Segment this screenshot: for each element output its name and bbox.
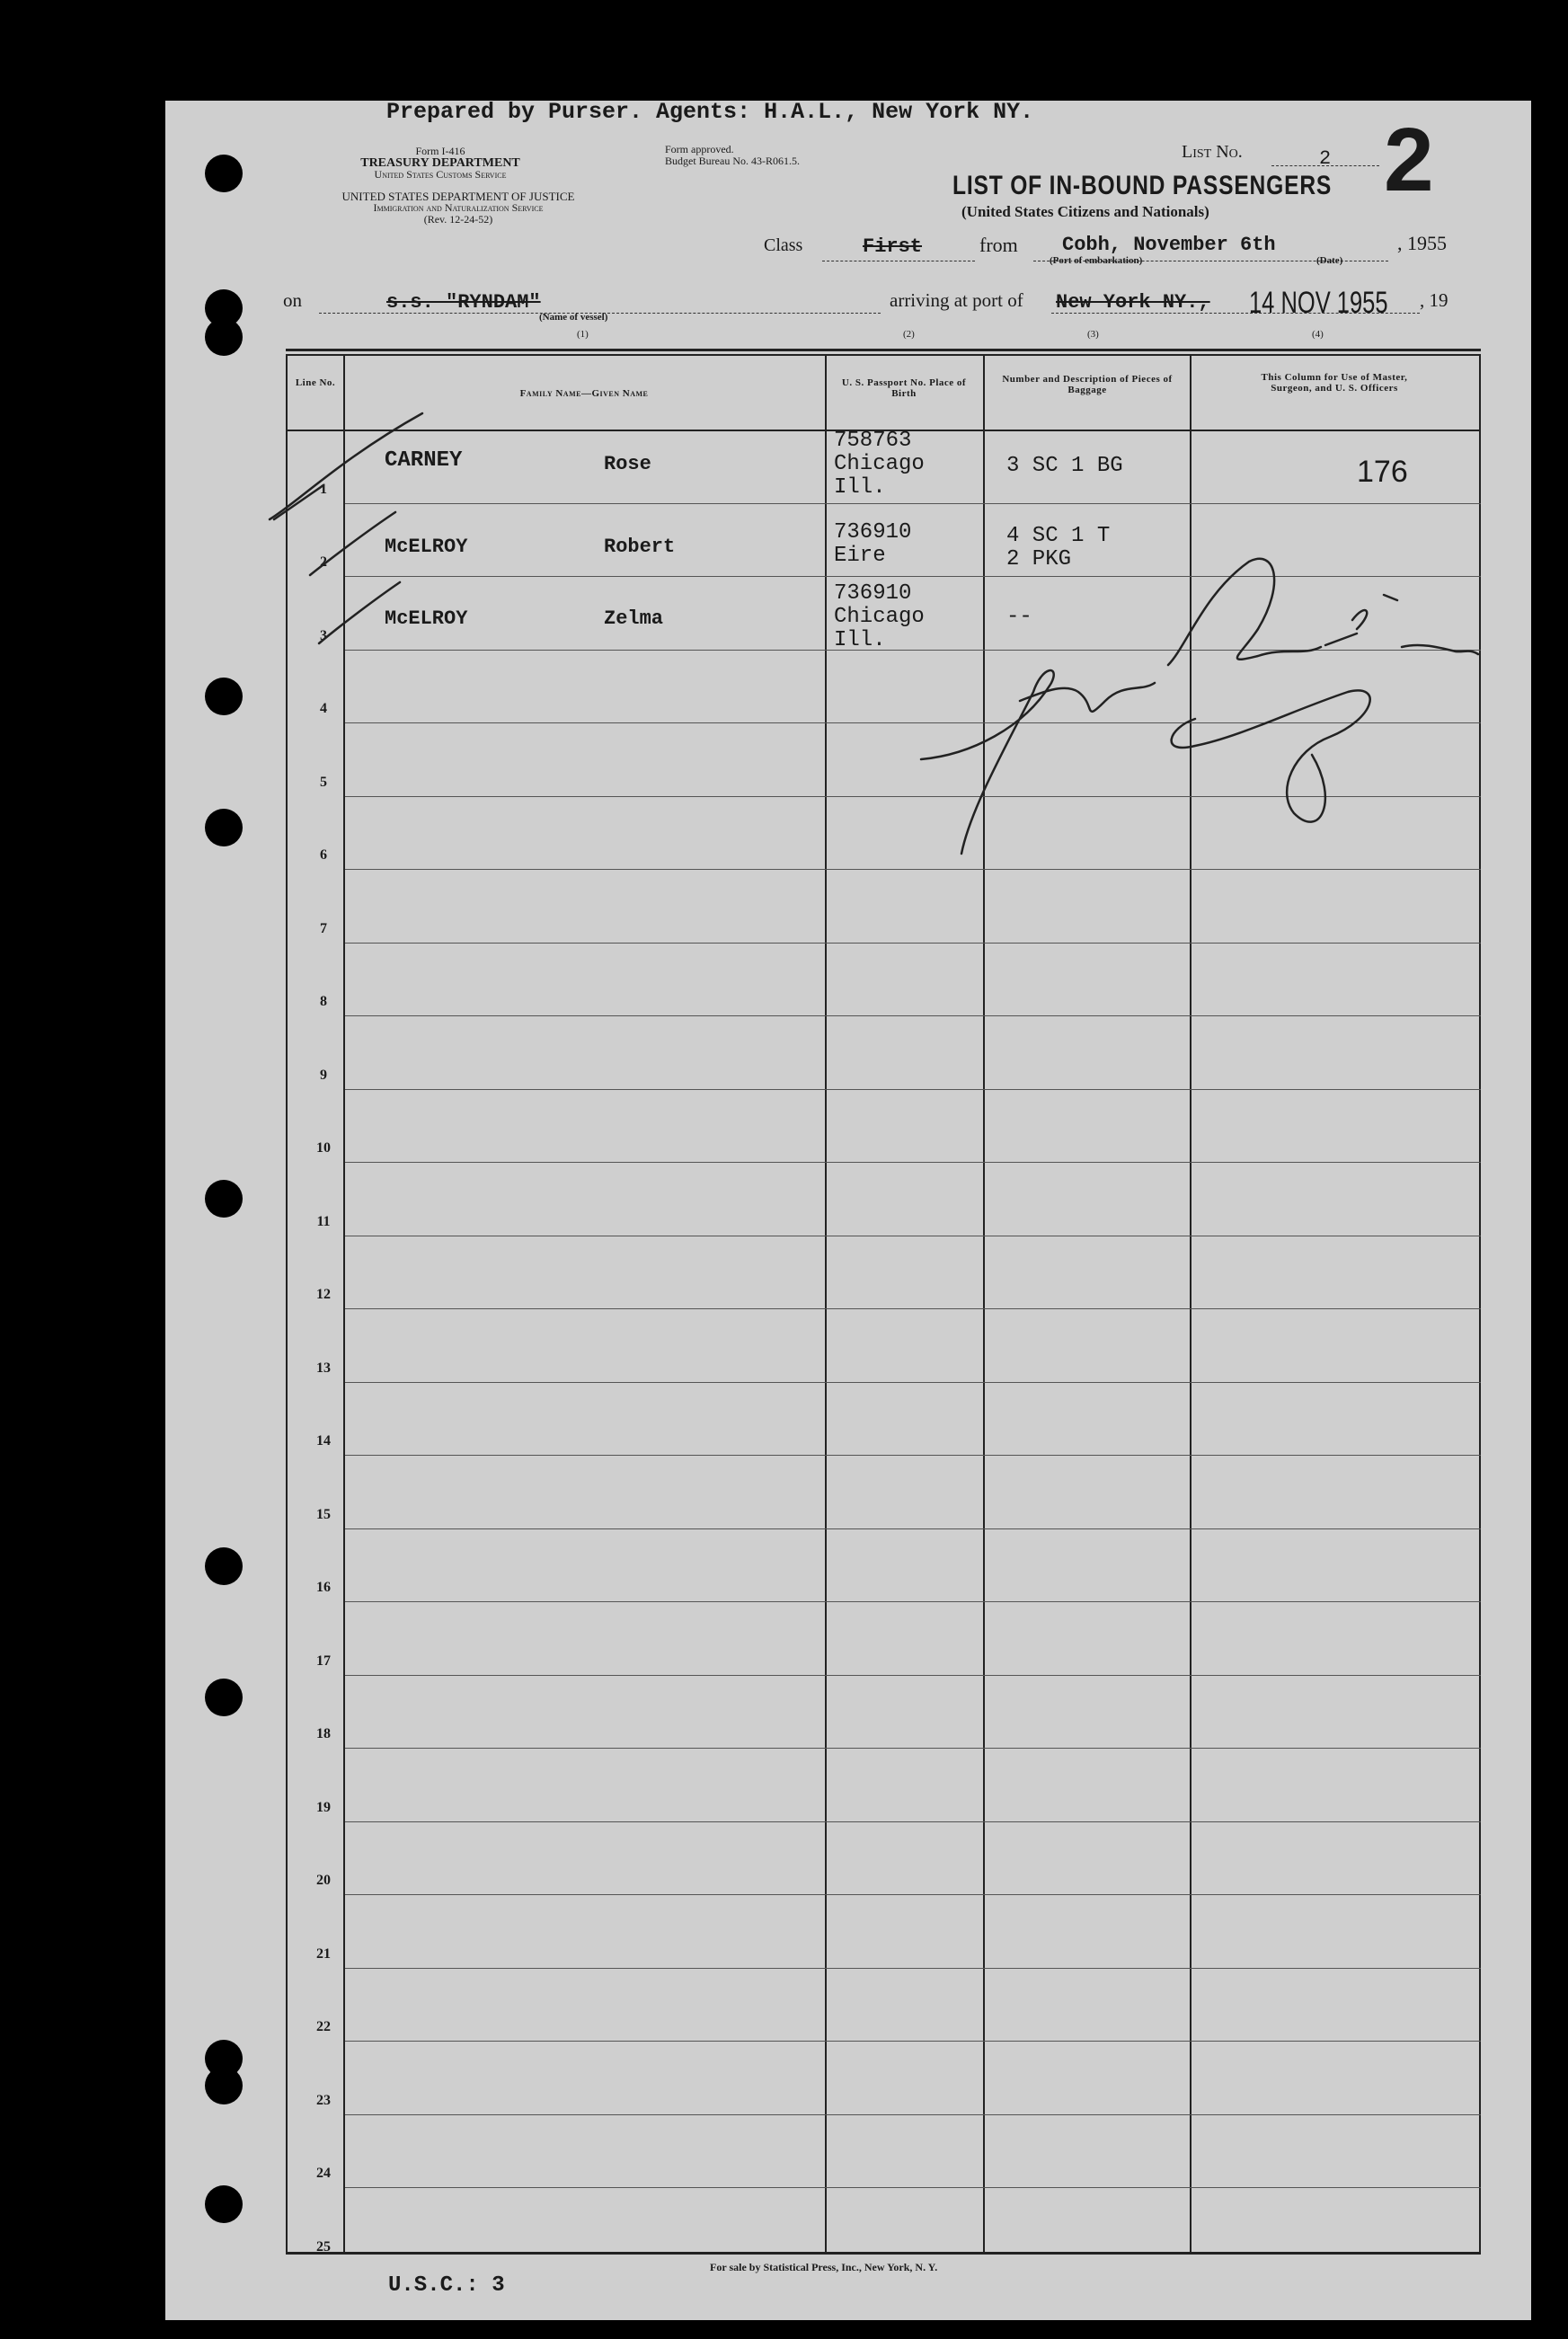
line-number: 20	[316, 1873, 331, 1888]
passenger-1-baggage: 3 SC 1 BG	[1006, 454, 1123, 478]
row-divider	[345, 1015, 1481, 1016]
line-number: 13	[316, 1360, 331, 1376]
table-top-border-2	[286, 354, 1481, 356]
row-divider	[345, 1162, 1481, 1163]
punch-hole	[205, 809, 243, 846]
list-no-stamp: 2	[1384, 110, 1434, 210]
on-label: on	[283, 289, 302, 311]
passenger-3-baggage: --	[1006, 605, 1032, 629]
line-number: 18	[316, 1726, 331, 1741]
line-number: 25	[316, 2238, 331, 2255]
col-header-passport: U. S. Passport No. Place of Birth	[841, 377, 967, 399]
passenger-3-family: McELROY	[385, 607, 468, 630]
line-number: 2	[320, 554, 327, 570]
passenger-3-birth-state: Ill.	[834, 628, 886, 652]
treasury-department: TREASURY DEPARTMENT	[360, 156, 520, 170]
row-divider	[345, 869, 1481, 870]
punch-hole	[205, 155, 243, 192]
table-bottom-border	[286, 2252, 1481, 2255]
col-header-line-no: Line No.	[295, 377, 336, 388]
budget-bureau: Budget Bureau No. 43-R061.5.	[665, 155, 800, 167]
immigration-service: Immigration and Naturalization Service	[373, 201, 544, 214]
form-code: U.S.C.: 3	[388, 2273, 505, 2298]
row-divider	[345, 2114, 1481, 2115]
year-label: , 19	[1420, 289, 1448, 311]
punch-hole	[205, 1679, 243, 1716]
passenger-1-birth: Chicago	[834, 452, 925, 476]
vessel-name: s.s. "RYNDAM"	[386, 291, 541, 314]
line-number: 6	[320, 847, 327, 863]
line-number: 9	[320, 1067, 327, 1083]
row-divider	[345, 1308, 1481, 1309]
prepared-by-stamp: Prepared by Purser. Agents: H.A.L., New York NY.	[386, 99, 1034, 125]
row-divider	[345, 1748, 1481, 1749]
form-approved-block	[665, 144, 800, 167]
row-divider	[345, 1089, 1481, 1090]
passenger-2-birth: Eire	[834, 544, 886, 568]
line-number: 24	[316, 2166, 331, 2181]
line-number: 5	[320, 774, 327, 790]
caption-3: (3)	[1087, 329, 1099, 340]
from-label: from	[979, 234, 1018, 256]
punch-hole	[205, 318, 243, 356]
punch-hole	[205, 1180, 243, 1218]
punch-hole	[205, 2185, 243, 2223]
vessel-caption: (Name of vessel)	[539, 312, 608, 323]
line-number: 21	[316, 1945, 331, 1962]
row-divider	[345, 722, 1481, 723]
line-number: 14	[316, 1433, 331, 1449]
row-divider	[345, 2187, 1481, 2188]
list-no-label: List No.	[1182, 142, 1243, 162]
row-divider	[345, 1601, 1481, 1602]
line-number: 22	[316, 2019, 331, 2034]
passenger-3-birth: Chicago	[834, 605, 925, 629]
passenger-1-birth-state: Ill.	[834, 475, 886, 500]
punch-hole	[205, 1547, 243, 1585]
arriving-label: arriving at port of	[890, 289, 1023, 311]
line-number: 16	[316, 1580, 331, 1595]
punch-hole	[205, 678, 243, 715]
class-value: First	[863, 235, 923, 258]
list-no-value: 2	[1319, 147, 1332, 170]
passenger-2-baggage-2: 2 PKG	[1006, 547, 1072, 571]
printer-note: For sale by Statistical Press, Inc., New York, N. Y.	[710, 2261, 938, 2273]
from-value: Cobh, November 6th	[1062, 234, 1276, 256]
line-number: 19	[316, 1799, 331, 1815]
line-number: 1	[320, 481, 327, 497]
justice-block	[288, 190, 629, 226]
justice-department: UNITED STATES DEPARTMENT OF JUSTICE	[341, 190, 575, 203]
year-1955: , 1955	[1397, 232, 1447, 254]
passenger-2-given: Robert	[604, 536, 676, 558]
class-label: Class	[764, 235, 803, 255]
row-divider	[345, 1675, 1481, 1676]
passenger-2-passport: 736910	[834, 520, 912, 545]
row-divider	[345, 1821, 1481, 1822]
col-header-officers: This Column for Use of Master, Surgeon, and U. S. Officers	[1261, 372, 1408, 394]
passenger-2-baggage: 4 SC 1 T	[1006, 524, 1111, 548]
line-number: 4	[320, 701, 327, 716]
line-number: 11	[316, 1213, 331, 1229]
form-number	[323, 146, 557, 181]
form-subtitle: (United States Citizens and Nationals)	[961, 203, 1209, 220]
col-header-name: Family Name—Given Name	[519, 388, 649, 399]
caption-1: (1)	[577, 329, 589, 340]
arrival-date-stamp: 14 NOV 1955	[1249, 286, 1388, 320]
row-divider	[345, 796, 1481, 797]
line-number: 3	[320, 627, 327, 643]
row-divider	[345, 1528, 1481, 1529]
row-divider	[345, 1382, 1481, 1383]
row-divider	[345, 576, 1481, 577]
port-value: New York NY.,	[1056, 291, 1210, 314]
row-divider	[345, 943, 1481, 944]
line-number: 23	[316, 2092, 331, 2108]
port-caption: (Port of embarkation)	[1050, 255, 1143, 266]
table-top-border	[286, 349, 1481, 351]
form-number-text: Form I-416	[415, 145, 465, 157]
row-divider	[345, 503, 1481, 504]
passenger-1-given: Rose	[604, 453, 651, 475]
caption-2: (2)	[903, 329, 915, 340]
row-divider	[345, 1894, 1481, 1895]
revision-date: (Rev. 12-24-52)	[423, 213, 493, 226]
row-divider	[345, 650, 1481, 651]
passenger-3-passport: 736910	[834, 581, 912, 606]
passenger-2-family: McELROY	[385, 536, 468, 558]
row-divider	[345, 1455, 1481, 1456]
date-caption: (Date)	[1316, 255, 1343, 266]
customs-service: United States Customs Service	[374, 168, 507, 181]
passenger-1-officer-note: 176	[1357, 455, 1408, 489]
col-header-baggage: Number and Description of Pieces of Baggage	[1002, 374, 1173, 395]
form-approved: Form approved.	[665, 143, 734, 155]
line-number: 12	[316, 1287, 331, 1302]
caption-4: (4)	[1312, 329, 1324, 340]
line-number: 8	[320, 994, 327, 1009]
line-number: 17	[316, 1652, 331, 1669]
passenger-3-given: Zelma	[604, 607, 664, 630]
line-number: 10	[316, 1140, 331, 1156]
punch-hole	[205, 2067, 243, 2104]
row-divider	[345, 2041, 1481, 2042]
line-number: 7	[320, 920, 327, 936]
line-number: 15	[316, 1506, 331, 1522]
form-title: LIST OF IN-BOUND PASSENGERS	[952, 171, 1333, 200]
passenger-1-family: CARNEY	[385, 448, 463, 473]
row-divider	[345, 1968, 1481, 1969]
table-left-border	[286, 354, 288, 2252]
passenger-1-passport: 758763	[834, 429, 912, 453]
